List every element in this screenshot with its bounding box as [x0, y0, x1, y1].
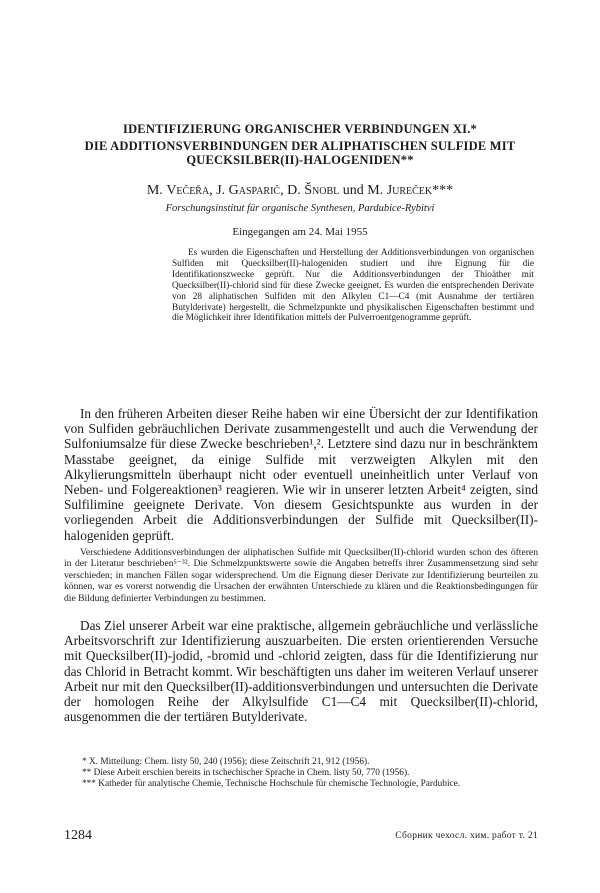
article-title-line-1: IDENTIFIZIERUNG ORGANISCHER VERBINDUNGEN XI.* — [123, 122, 477, 136]
footnotes — [64, 757, 538, 791]
author-4-footnote-mark: *** — [432, 183, 454, 198]
author-2-name: Gasparič — [228, 183, 281, 198]
author-1-name: Večeřa — [166, 183, 210, 198]
page-number: 1284 — [64, 828, 92, 843]
author-2-initial: J. — [216, 183, 229, 198]
footnote-1: * X. Mitteilung: Chem. listy 50, 240 (1956); diese Zeitschrift 21, 912 (1956). — [82, 757, 370, 767]
body-paragraph-small: Verschiedene Additionsverbindungen der aliphatischen Sulfide mit Quecksilber(II)-chlorid wurden schon des öfteren in der Literatur beschrieben⁵⁻³². Die Schmelzpunktswerte sowie die Angaben betreffs ihrer Zusammensetzung sind sehr verschieden; in manchen Fällen sogar widersprechend. Um die Eignung dieser Derivate zur Identifizierung beurteilen zu können, war es vorerst notwendig die Ursachen der erwähnten Unterschiede zu klären und die Reaktionsbedingungen für die Bildung definierter Verbindungen zu bestimmen. — [64, 547, 538, 604]
body-paragraph-2: Das Ziel unserer Arbeit war eine praktische, allgemein gebräuchliche und verlässliche Arbeitsvorschrift zur Identifizierung auszuarbeiten. Die ersten orientierenden Versuche mit Quecksilber(II)-jodid, -bromid und -chlorid zeigten, dass für die Identifizierung nur das Chlorid in Betracht kommt. Wir beschäftigten uns daher im weiteren Verlauf unserer Arbeit nur mit den Quecksilber(II)-additionsverbindungen und untersuchten die Derivate der homologen Reihe der Alkylsulfide C1—C4 mit Quecksilber(II)-chlorid, ausgenommen die der tertiären Butylderivate. — [64, 618, 538, 725]
author-3-name: Šnobl — [304, 183, 340, 198]
body-paragraph-1: In den früheren Arbeiten dieser Reihe haben wir eine Übersicht der zur Identifikation von Sulfiden gebräuchlichen Derivate zusammengestellt und auch die Verwendung der Sulfoniumsalze für diese Zwecke beschrieben¹,². Letztere sind dazu nur in beschränktem Masstabe geeignet, da einige Sulfide mit verzweigten Alkylen mit den Alkylierungsmitteln überhaupt nicht oder eventuell uneinheitlich unter Verlauf von Neben- und Folgereaktionen³ reagieren. Wie wir in unserer letzten Arbeit⁴ zeigten, sind Sulfilimine geeignete Derivate. Von diesem Gesichtspunkte aus wurden in der vorliegenden Arbeit die Additionsverbindungen der Sulfide mit Quecksilber(II)-halogeniden geprüft. — [64, 406, 538, 543]
author-conjunction: und — [339, 183, 368, 198]
author-4-initial: M. — [367, 183, 387, 198]
author-list: M. Večeřa, J. Gasparič, D. Šnobl und M. Jureček*** — [146, 183, 454, 198]
author-1-initial: M. — [146, 183, 167, 198]
received-date: Eingegangen am 24. Mai 1955 — [232, 226, 368, 238]
footnote-2: ** Diese Arbeit erschien bereits in tschechischer Sprache in Chem. listy 50, 770 (1956). — [82, 768, 410, 779]
author-3-initial: D. — [287, 183, 305, 198]
article-title-line-2: DIE ADDITIONSVERBINDUNGEN DER ALIPHATISCHEN SULFIDE MIT — [84, 139, 516, 153]
affiliation: Forschungsinstitut für organische Synthesen, Pardubice-Rybitví — [165, 203, 435, 214]
article-title-line-3: QUECKSILBER(II)-HALOGENIDEN** — [186, 153, 414, 167]
abstract: Es wurden die Eigenschaften und Herstellung der Additionsverbindungen von organischen Sulfiden mit Quecksilber(II)-halogeniden studiert und ihre Eignung für die Identifikationszwecke geprüft. Nur die Additionsverbindungen der Thioäther mit Quecksilber(II)-chlorid sind für diese Zwecke geeignet. Es wurden die entsprechenden Derivate von 28 aliphatischen Sulfiden mit den Alkylen C1—C4 (mit Ausnahme der tertiären Butylderivate) hergestellt, die Schmelzpunkte und physikalischen Eigenschaften bestimmt und die Möglichkeit ihrer Identifikation mittels der Pulverroentgenogramme geprüft. — [172, 248, 534, 324]
page-footer — [64, 828, 538, 846]
journal-reference: Сборник чехосл. хим. работ т. 21 — [395, 831, 538, 841]
author-4-name: Jureček — [386, 183, 433, 198]
footnote-3: *** Katheder für analytische Chemie, Technische Hochschule für chemische Technologie, Pardubice. — [82, 779, 461, 790]
